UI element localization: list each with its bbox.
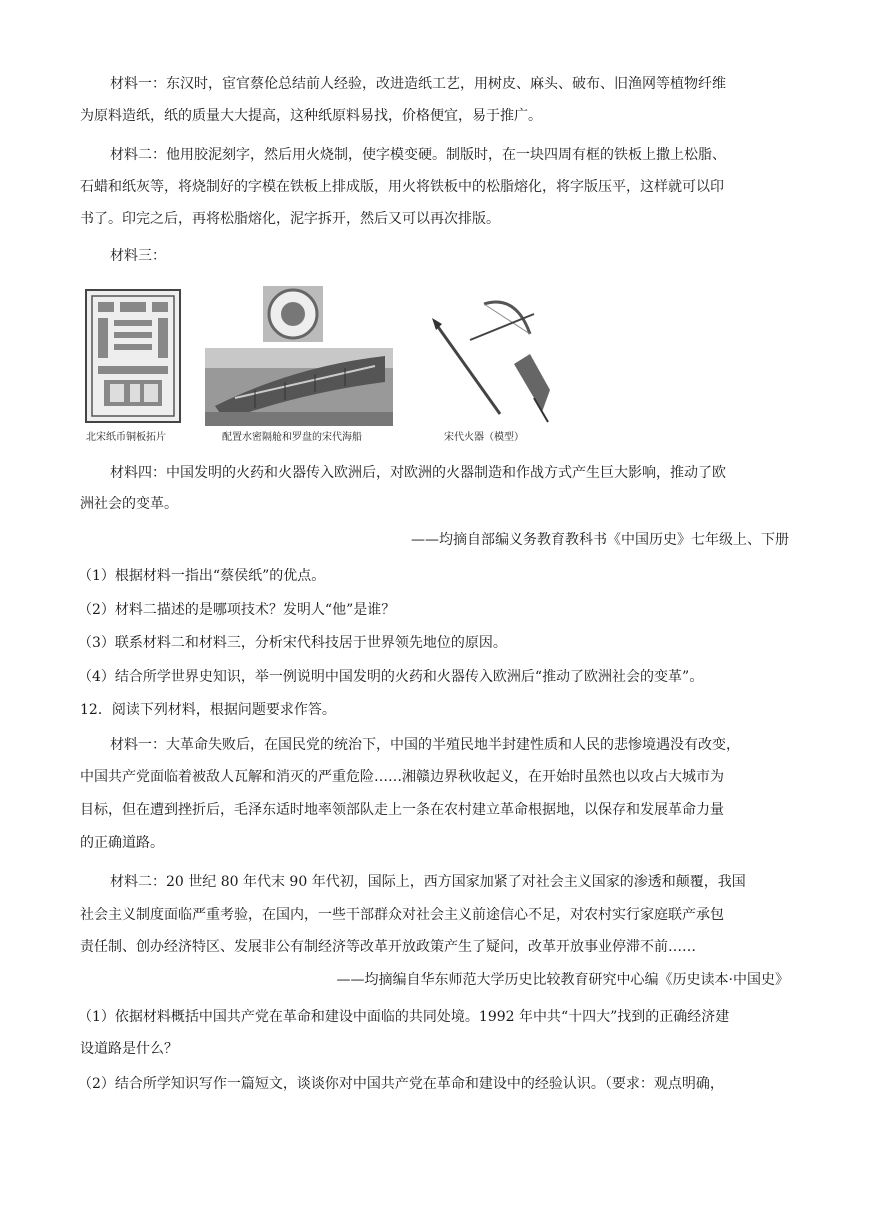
question-12-title: 12．阅读下列材料，根据问题要求作答。: [80, 702, 336, 718]
material-1-line-2: 为原料造纸，纸的质量大大提高，这种纸原料易找，价格便宜，易于推广。: [80, 108, 542, 124]
q12-material-1-line-4: 的正确道路。: [80, 835, 164, 851]
material-2-line-1: 材料二：他用胶泥刻字，然后用火烧制，使字模变硬。制版时，在一块四周有框的铁板上撒上松脂、: [110, 147, 726, 163]
question-12-1-line-2: 设道路是什么？: [80, 1041, 178, 1057]
q12-material-2-line-3: 责任制、创办经济特区、发展非公有制经济等改革开放政策产生了疑问，改革开放事业停滞不前……: [80, 939, 696, 955]
material-1-line-1: 材料一：东汉时，宦官蔡伦总结前人经验，改进造纸工艺，用树皮、麻头、破布、旧渔网等植物纤维: [110, 76, 726, 92]
question-11-2: （2）材料二描述的是哪项技术？发明人“他”是谁？: [78, 602, 396, 618]
material-2-line-2: 石蜡和纸灰等，将烧制好的字模在铁板上排成版，用火将铁板中的松脂熔化，将字版压平，这样就可以印: [80, 179, 724, 195]
source-citation-1: ——均摘自部编义务教育教科书《中国历史》七年级上、下册: [411, 532, 789, 548]
q12-material-1-line-3: 目标，但在遭到挫折后，毛泽东适时地率领部队走上一条在农村建立革命根据地，以保存和发展革命力量: [80, 802, 724, 818]
material-2-line-3: 书了。印完之后，再将松脂熔化，泥字拆开，然后又可以再次排版。: [80, 211, 500, 227]
figure-caption-firearms: 宋代火器（模型）: [444, 432, 524, 443]
question-12-2-line-1: （2）结合所学知识写作一篇短文，谈谈你对中国共产党在革命和建设中的经验认识。（要求：观点明确，: [78, 1076, 724, 1092]
question-11-4: （4）结合所学世界史知识，举一例说明中国发明的火药和火器传入欧洲后“推动了欧洲社会的变革”。: [78, 669, 704, 685]
song-firearms-image: [430, 294, 560, 424]
question-12-1-line-1: （1）依据材料概括中国共产党在革命和建设中面临的共同处境。1992 年中共“十四大”找到的正确经济建: [78, 1009, 730, 1025]
q12-material-1-line-1: 材料一：大革命失败后，在国民党的统治下，中国的半殖民地半封建性质和人民的悲惨境遇没有改变，: [110, 737, 740, 753]
banknote-plate-image: [84, 288, 182, 424]
material-4-line-1: 材料四：中国发明的火药和火器传入欧洲后，对欧洲的火器制造和作战方式产生巨大影响，推动了欧: [110, 465, 726, 481]
figure-caption-ship: 配置水密隔舱和罗盘的宋代海船: [222, 432, 362, 443]
q12-material-2-line-2: 社会主义制度面临严重考验，在国内，一些干部群众对社会主义前途信心不足，对农村实行家庭联产承包: [80, 907, 724, 923]
material-4-line-2: 洲社会的变革。: [80, 496, 178, 512]
figure-caption-banknote: 北宋纸币铜板拓片: [86, 432, 166, 443]
question-11-1: （1）根据材料一指出“蔡侯纸”的优点。: [78, 568, 326, 584]
source-citation-2: ——均摘编自华东师范大学历史比较教育研究中心编《历史读本·中国史》: [336, 972, 789, 988]
question-11-3: （3）联系材料二和材料三，分析宋代科技居于世界领先地位的原因。: [78, 635, 507, 651]
q12-material-1-line-2: 中国共产党面临着被敌人瓦解和消灭的严重危险……湘赣边界秋收起义，在开始时虽然也以攻占大城市为: [80, 769, 724, 785]
material-3-label: 材料三：: [110, 248, 166, 264]
q12-material-2-line-1: 材料二：20 世纪 80 年代末 90 年代初，国际上，西方国家加紧了对社会主义国家的渗透和颠覆，我国: [110, 874, 746, 890]
song-ship-image: [205, 286, 393, 426]
